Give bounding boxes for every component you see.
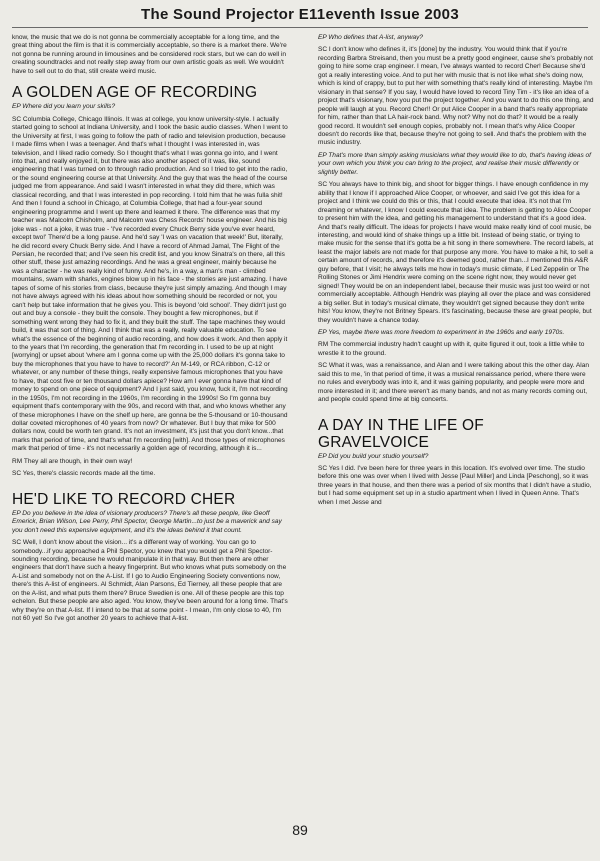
interview-answer: SC What it was, was a renaissance, and Alan and I were talking about this the other day. Alan said this to me, 'in that period of time, it was a musical renaissance period, where there were no rules and everybody was into it, and it was gaining popularity, and people were more and more interested in it; and there weren't as many bands, and not as many records coming out, and people could spend time at big concerts. xyxy=(318,362,590,404)
interview-question: EP Where did you learn your skills? xyxy=(12,103,116,111)
intro-paragraph: know, the music that we do is not gonna be commercially acceptable for a long time, and the great thing about the film is that it is commercially acceptable, so there is a market there. We're not gonna be running around in limousines and be considered rock stars, but we can do well in creating soundtracks and not really step away from our own artistic goals as well. We wouldn't have to sell out to do that, still create weird music. xyxy=(12,34,287,75)
interview-answer: SC I don't know who defines it, it's [done] by the industry. You would think that if you're recording Barbra Streisand, then you must be a pretty good engineer, cause she's probably not going to hire some crap engineer. I mean, I've always wanted to record Cher! Because she'd got a really interesting voice. And to put her with music that is not like what she's doing now, which is kind of crappy, but to put her with something that's really kind of interesting. Maybe I'm visionary in that sense? If you say, I would have loved to record Tiny Tim - it's like an idea of a project that's visionary, how you put the project together. And you want to do this one thing, and people will laugh at you. Record Cher!! Or put Alice Cooper in a band that's really appropriate for him, rather than that LA hair-rock band. Why not? Why not do that? It would be a really good record. It wouldn't sell enough copies, probably not. I mean that's why Alice Cooper doesn't do records like that, because they're not going to sell. And that's the problem with the music industry. xyxy=(318,46,594,147)
interview-remark: RM The commercial industry hadn't caught up with it, quite figured it out, took a little while to wrestle it to the ground. xyxy=(318,341,585,357)
interview-answer: SC Columbia College, Chicago Illinois. It was at college, you know university-style. I actually started going to school at Indiana University, and I took the basic audio classes. When I went to the University at first, I was going to follow the path of radio and television production, because I made films when I was a teenager. And that's what I thought I was interested in, was television, and I liked radio comedy. So I thought that's what I was gonna go into, and I went into that, and really enjoyed it, but there was also another aspect of it was, like, sound engineering that I was turned on to through radio production. And so I tried to get into the radio, or the sound engineering course at that University. And the guy that was the head of the course judged me from appearance. And said I wasn't interested in what they did there, which was classical recording, and that I was interested in pop recording. I told him that he was fulla shit! And then I found a school in Chicago, at Columbia College, that had a four-year sound engineering programme and I went up there and learned it there. The difference was that my teacher was Malcolm Chisholm, and Malcolm was Chess Records' house engineer. And his big joke was - not a joke, it was true - 'I've recorded every Chuck Berry side you've ever heard, except two!' There'd be a long pause. And he'd say 'I was on vacation that week!' But, literally, he did record every Chuck Berry side. And I have a record of Ahmad Jamal, The Flight of the Persian, he recorded that; and I've seen his credit list, and you know Sinatra's on there, all this other stuff, these just amazing recordings. And he was a great engineer, mainly because he was a character - he was really kind of funny. And he's, in a way, a man's man - climbed mountains, swam with sharks, engines blow up in his face - the stories are just amazing. I have tapes of some of his stories from class, because they're just simply amazing. And though I may not have always agreed with his ideas about how something should be recorded or not, you can't help but take information that he gives you. This is beyond 'old school'. They didn't just go out and buy a console - they built the console. They bought a few microphones, but if something went wrong they had to fix it, and they built the stuff. The tape machines they would build, it was that sort of thing. And I think that was a really, really valuable education. To see what's the essence of the beginning of audio recording, and how does it work. And then apply it to the years that I'm recording, the generation that I'm recording in. I used to be up at night [worrying] or upset about 'where am I gonna come up with the 25,000 dollars it's gonna take to buy the microphones that you have to have to record?' An M-149, or RCA ribbon, C-12 or whatever, or any number of these things, really expensive famous microphones that you have to have, that cost five or ten thousand dollars apiece? How am I ever gonna have that kind of money to spend on one piece of equipment? And I just said, you know, fuck it, I'm not recording in the 1950s, I'm not recording in the 1960s, I'm recording in the 1990s! So I'm gonna buy equipment that's contemporary with the 90s, and record with that, and who knows whether any of these microphones I have on the shelf up here, are gonna be the 5-thousand or 10-thousand dollar coveted microphones of 40 years from now? Or whatever. But I buy that mike for 500 dollars now, could be worth ten grand. It's not an investment, it's just that you don't know...that marks that period of time, and that's what I'm recording [with]. And those types of microphones mark that period of time - it's not necessarily a golden age of recording, although it is... xyxy=(12,115,288,453)
right-column xyxy=(318,34,594,814)
section-heading-gravelvoice: A DAY IN THE LIFE OF GRAVELVOICE xyxy=(318,416,484,451)
header-divider xyxy=(12,27,588,28)
interview-question: EP Did you build your studio yourself? xyxy=(318,452,429,460)
interview-question: EP Who defines that A-list, anyway? xyxy=(318,34,424,41)
interview-remark: RM They all are though, in their own way! xyxy=(12,457,133,465)
interview-answer: SC Yes, there's classic records made all the time. xyxy=(12,470,156,478)
interview-question: EP That's more than simply asking musicians what they would like to do, that's having ideas of your own which you think you can bring to the project, and realise their music differently or slightly better. xyxy=(318,151,591,176)
running-header xyxy=(0,0,600,28)
interview-question: EP Do you believe in the idea of visionary producers? There's all these people, like Geoff Emerick, Brian Wilson, Lee Perry, Phil Spector, George Martin...to just be a maverick and say you don't need this expensive equipment, and it's the ideas behind it that count. xyxy=(12,509,282,534)
interview-answer: SC Yes I did. I've been here for three years in this location. It's evolved over time. The studio before this one was over when I lived with Jesse [Paul Miller] and Linda [Peschong], so it was three years in that house, and then there was a period of six months that I didn't have a studio, but I had some equipment set up in a studio apartment when I lived in Queen Anne. That's when I met Jesse and xyxy=(318,465,592,506)
magazine-title: The Sound Projector E11eventh Issue 2003 xyxy=(141,5,459,23)
interview-answer: SC You always have to think big, and shoot for bigger things. I have enough confidence in my ability that I know if I approached Alice Cooper, or whoever, and said I've got this idea for a project and I think we could do this or this, that I could execute that idea. It's not that I'm dreaming or whatever, I know I could execute that idea. The problem is getting to Alice Cooper to present him with the idea, and getting his management to understand that it's a good idea. And that's really difficult. The ideas for projects I have would make really kind of cool music, be interesting, and would kind of shake things up a little bit. Instead of being static, or trying to make music for the sense that it's gotta be a hit song in there somewhere. The record labels, at least the major labels are not made for that purpose any more. You have to make a hit, to sell a certain amount of records, and therefore it's deemed good, rather than...I mentioned this A&R guy before, that I visit; he always tells me how in today's music climate, if Led Zeppelin or The Rolling Stones or Jimi Hendrix were coming on the scene right now, they would never get signed! They would be on an independent label, because their music was just too weird or not commercially acceptable. Although Hendrix was playing all over the place and was considered a big seller. But in today's musical climate, they wouldn't get signed because they don't write hits! You know, they're not Britney Spears. It's fascinating, because these are great people, but they wouldn't have a chance today. xyxy=(318,181,594,324)
left-column xyxy=(12,34,288,814)
page-number: 89 xyxy=(292,822,308,838)
interview-question: EP Yes, maybe there was more freedom to experiment in the 1960s and early 1970s. xyxy=(318,328,565,336)
section-heading-golden-age: A GOLDEN AGE OF RECORDING xyxy=(12,84,258,102)
interview-answer: SC Well, I don't know about the vision... it's a different way of working. You can go to somebody...if you approached a Phil Spector, you knew that you would get a Phil Spector-sounding recording, because he would manipulate it in that way. But then there are other engineers that don't have such a heavy fingerprint. But who knows what puts somebody on the A-List and somebody not on the A-List. If I go to Audio Engineering Society conventions now, there's this A-list of engineers. Al Schmidt, Alan Parsons, Ed Tierney, all these people that are on the A-list, and what puts them there? Bruce Swedien is one. All of these people are this top echelon. But these people are also aged. You know, they've been around for a long time. That's why they're on that A-list. If I intend to be that at some point - I mean, I'm only close to 40, I'm not 60 yet! So I've got another 20 years to achieve that A-list. xyxy=(12,539,288,623)
section-heading-record-cher: HE'D LIKE TO RECORD CHER xyxy=(12,490,236,508)
